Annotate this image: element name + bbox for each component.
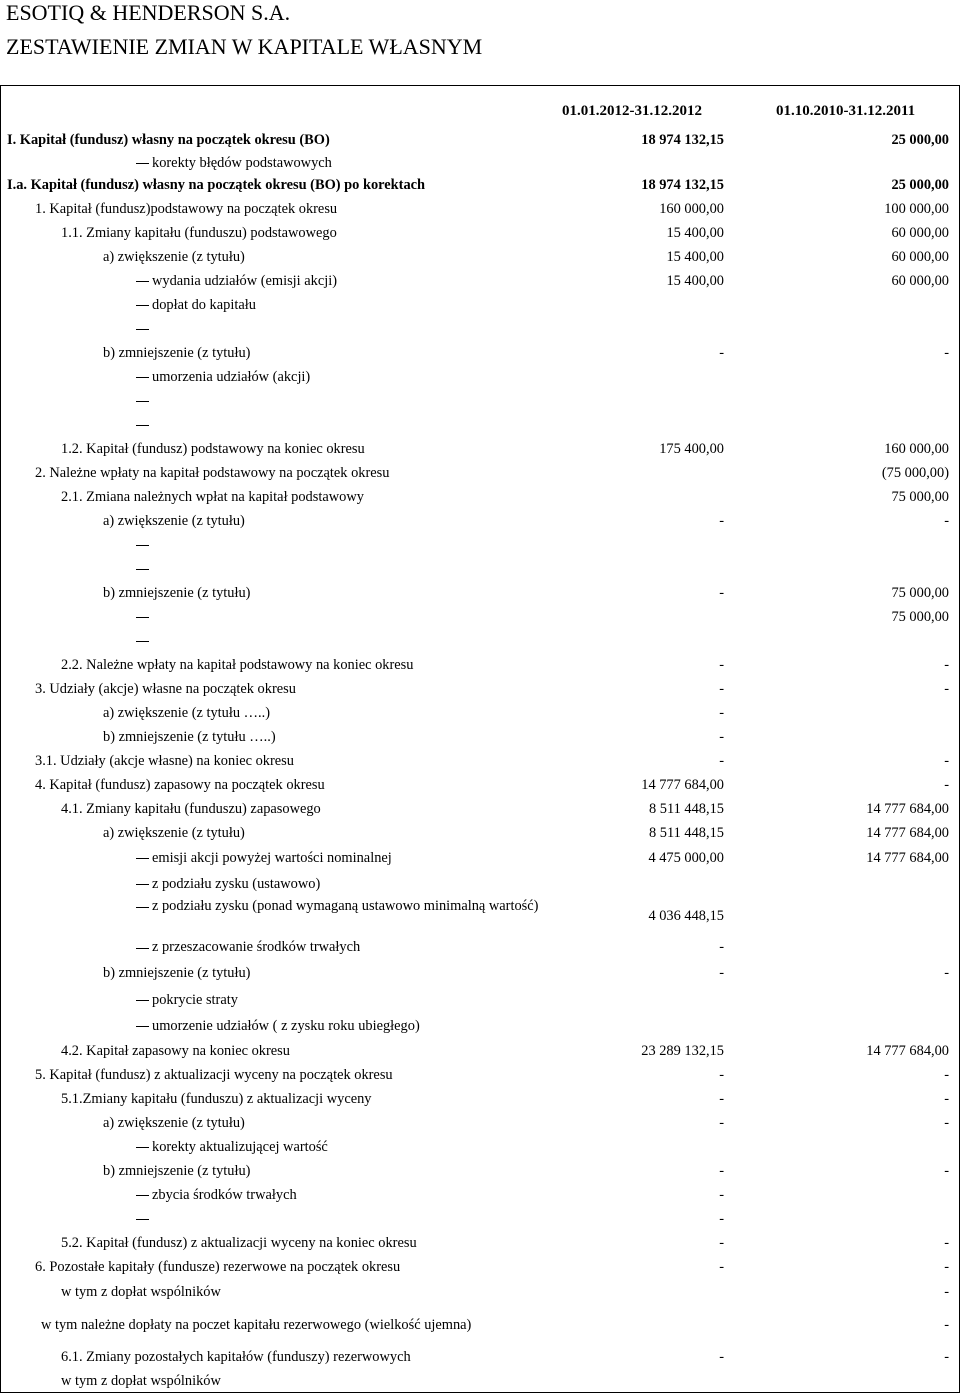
value-current-period: 15 400,00 [666, 249, 724, 265]
page-title: ZESTAWIENIE ZMIAN W KAPITALE WŁASNYM [6, 34, 483, 59]
value-current-period: - [719, 705, 724, 721]
table-row [0, 174, 960, 197]
value-previous-period: 60 000,00 [891, 273, 949, 289]
value-current-period: 14 777 684,00 [641, 777, 724, 793]
value-current-period: - [719, 345, 724, 361]
row-label: b) zmniejszenie (z tytułu) [103, 1163, 251, 1179]
value-previous-period: - [944, 1259, 949, 1275]
value-current-period: - [719, 1259, 724, 1275]
row-label: umorzenie udziałów ( z zysku roku ubiegłego) [152, 1018, 420, 1034]
list-dash-mark [136, 1000, 149, 1001]
value-current-period: - [719, 585, 724, 601]
value-current-period: 8 511 448,15 [648, 801, 724, 817]
value-current-period: - [719, 965, 724, 981]
row-label: b) zmniejszenie (z tytułu …..) [103, 729, 276, 745]
row-label: 2. Należne wpłaty na kapitał podstawowy na początek okresu [35, 465, 390, 481]
row-label: b) zmniejszenie (z tytułu) [103, 965, 251, 981]
value-current-period: 8 511 448,15 [648, 825, 724, 841]
table-row [0, 317, 960, 341]
equity-changes-table [0, 85, 960, 1393]
table-row [0, 557, 960, 581]
value-previous-period: - [944, 681, 949, 697]
value-current-period: - [719, 1163, 724, 1179]
row-label: korekty błędów podstawowych [152, 155, 332, 171]
table-row [0, 935, 960, 960]
row-label: z podziału zysku (ponad wymaganą ustawowo minimalną wartość) [152, 898, 539, 914]
company-name: ESOTIQ & HENDERSON S.A. [6, 0, 291, 25]
list-dash-mark [136, 884, 149, 885]
value-previous-period: - [944, 753, 949, 769]
table-row [0, 581, 960, 605]
value-previous-period: - [944, 777, 949, 793]
table-row [0, 1039, 960, 1063]
table-row [0, 1183, 960, 1207]
row-label: umorzenia udziałów (akcji) [152, 369, 311, 385]
row-label: 4. Kapitał (fundusz) zapasowy na początek okresu [35, 777, 325, 793]
value-current-period: - [719, 1187, 724, 1203]
table-row [0, 629, 960, 653]
period-current: 01.01.2012-31.12.2012 [562, 103, 702, 119]
row-label: w tym z dopłat wspólników [61, 1373, 221, 1389]
table-row [0, 605, 960, 629]
table-row [0, 269, 960, 293]
list-dash-mark [136, 329, 149, 330]
list-dash-mark [136, 1026, 149, 1027]
value-previous-period: - [944, 345, 949, 361]
value-current-period: 15 400,00 [666, 225, 724, 241]
period-header-row [0, 85, 960, 129]
value-previous-period: 25 000,00 [891, 132, 949, 148]
table-row [0, 749, 960, 773]
table-row [0, 1231, 960, 1255]
table-row [0, 871, 960, 897]
value-previous-period: 75 000,00 [891, 609, 949, 625]
row-label: 6. Pozostałe kapitały (fundusze) rezerwowe na początek okresu [35, 1259, 401, 1275]
row-label: I. Kapitał (fundusz) własny na początek okresu (BO) [7, 132, 330, 148]
value-current-period: 23 289 132,15 [641, 1043, 724, 1059]
row-label: I.a. Kapitał (fundusz) własny na początek okresu (BO) po korektach [7, 177, 426, 193]
list-dash-mark [136, 425, 149, 426]
value-previous-period: 14 777 684,00 [866, 850, 949, 866]
table-row [0, 485, 960, 509]
table-row [0, 413, 960, 437]
table-row [0, 1345, 960, 1369]
value-current-period: - [719, 1349, 724, 1365]
table-row [0, 533, 960, 557]
row-label: 1. Kapitał (fundusz)podstawowy na początek okresu [35, 201, 338, 217]
list-dash-mark [136, 305, 149, 306]
value-previous-period: - [944, 1349, 949, 1365]
value-previous-period: - [944, 1115, 949, 1131]
table-row [0, 987, 960, 1013]
row-label: 5. Kapitał (fundusz) z aktualizacji wyceny na początek okresu [35, 1067, 393, 1083]
row-label: emisji akcji powyżej wartości nominalnej [152, 850, 392, 866]
table-row [0, 389, 960, 413]
table-row [0, 701, 960, 725]
value-previous-period: - [944, 1235, 949, 1251]
row-label: 1.1. Zmiany kapitału (funduszu) podstawowego [61, 225, 337, 241]
table-row [0, 341, 960, 365]
value-current-period: 18 974 132,15 [641, 132, 724, 148]
period-previous: 01.10.2010-31.12.2011 [776, 103, 916, 119]
row-label: 5.1.Zmiany kapitału (funduszu) z aktualizacji wyceny [61, 1091, 372, 1107]
table-row [0, 1063, 960, 1087]
list-dash-mark [136, 569, 149, 570]
list-dash-mark [136, 617, 149, 618]
table-row [0, 960, 960, 987]
table-row [0, 245, 960, 269]
table-row [0, 677, 960, 701]
table-row [0, 1207, 960, 1231]
row-label: zbycia środków trwałych [152, 1187, 297, 1203]
table-row [0, 1013, 960, 1039]
row-label: b) zmniejszenie (z tytułu) [103, 585, 251, 601]
list-dash-mark [136, 907, 149, 908]
value-current-period: 15 400,00 [666, 273, 724, 289]
table-row [0, 437, 960, 461]
table-row [0, 221, 960, 245]
value-current-period: - [719, 1115, 724, 1131]
row-label: a) zwiększenie (z tytułu) [103, 825, 245, 841]
row-label: w tym należne dopłaty na poczet kapitału rezerwowego (wielkość ujemna) [41, 1317, 472, 1333]
table-row [0, 1087, 960, 1111]
list-dash-mark [136, 281, 149, 282]
value-previous-period: - [944, 657, 949, 673]
value-current-period: - [719, 1211, 724, 1227]
list-dash-mark [136, 1219, 149, 1220]
row-label: 3.1. Udziały (akcje własne) na koniec okresu [35, 753, 294, 769]
value-previous-period: 25 000,00 [891, 177, 949, 193]
value-previous-period: (75 000,00) [881, 465, 949, 481]
row-label: dopłat do kapitału [152, 297, 256, 313]
row-label: 5.2. Kapitał (fundusz) z aktualizacji wyceny na koniec okresu [61, 1235, 417, 1251]
value-current-period: - [719, 729, 724, 745]
row-label: z podziału zysku (ustawowo) [152, 876, 321, 892]
value-previous-period: 100 000,00 [884, 201, 949, 217]
table-row [0, 845, 960, 871]
value-current-period: - [719, 1067, 724, 1083]
row-label: a) zwiększenie (z tytułu) [103, 513, 245, 529]
value-current-period: 4 036 448,15 [648, 908, 724, 924]
list-dash-mark [136, 545, 149, 546]
table-row [0, 365, 960, 389]
value-previous-period: 60 000,00 [891, 225, 949, 241]
table-row [0, 1369, 960, 1393]
row-label: a) zwiększenie (z tytułu …..) [103, 705, 271, 721]
value-previous-period: 14 777 684,00 [866, 1043, 949, 1059]
value-previous-period: 160 000,00 [884, 441, 949, 457]
value-previous-period: - [944, 1163, 949, 1179]
row-label: pokrycie straty [152, 992, 238, 1008]
row-label: 3. Udziały (akcje) własne na początek okresu [35, 681, 296, 697]
table-row [0, 653, 960, 677]
value-previous-period: 14 777 684,00 [866, 801, 949, 817]
value-previous-period: - [944, 1317, 949, 1333]
value-current-period: 160 000,00 [659, 201, 724, 217]
value-current-period: - [719, 513, 724, 529]
table-row [0, 1159, 960, 1183]
row-label: 1.2. Kapitał (fundusz) podstawowy na koniec okresu [61, 441, 365, 457]
value-current-period: - [719, 939, 724, 955]
row-label: a) zwiększenie (z tytułu) [103, 249, 245, 265]
table-row [0, 461, 960, 485]
list-dash-mark [136, 948, 149, 949]
value-previous-period: - [944, 1067, 949, 1083]
value-previous-period: 75 000,00 [891, 489, 949, 505]
row-label: 4.2. Kapitał zapasowy na koniec okresu [61, 1043, 290, 1059]
row-label: a) zwiększenie (z tytułu) [103, 1115, 245, 1131]
value-current-period: 175 400,00 [659, 441, 724, 457]
table-row [0, 773, 960, 797]
row-label: wydania udziałów (emisji akcji) [152, 273, 338, 289]
value-current-period: - [719, 753, 724, 769]
table-row [0, 821, 960, 845]
table-row [0, 509, 960, 533]
row-label: z przeszacowanie środków trwałych [152, 939, 361, 955]
table-row [0, 1305, 960, 1345]
value-previous-period: - [944, 965, 949, 981]
value-previous-period: - [944, 1091, 949, 1107]
table-row [0, 197, 960, 221]
value-previous-period: 60 000,00 [891, 249, 949, 265]
list-dash-mark [136, 641, 149, 642]
row-label: 2.1. Zmiana należnych wpłat na kapitał podstawowy [61, 489, 364, 505]
row-label: korekty aktualizującej wartość [152, 1139, 328, 1155]
value-current-period: - [719, 681, 724, 697]
value-current-period: - [719, 1091, 724, 1107]
value-previous-period: - [944, 1284, 949, 1300]
value-previous-period: 75 000,00 [891, 585, 949, 601]
row-label: 4.1. Zmiany kapitału (funduszu) zapasowego [61, 801, 321, 817]
value-previous-period: 14 777 684,00 [866, 825, 949, 841]
table-row [0, 797, 960, 821]
value-current-period: 18 974 132,15 [641, 177, 724, 193]
value-current-period: - [719, 657, 724, 673]
table-row [0, 1279, 960, 1305]
list-dash-mark [136, 401, 149, 402]
table-row [0, 725, 960, 749]
table-row [0, 1255, 960, 1279]
list-dash-mark [136, 377, 149, 378]
list-dash-mark [136, 858, 149, 859]
table-row [0, 293, 960, 317]
table-row [0, 129, 960, 152]
table-row [0, 897, 960, 935]
row-label: 2.2. Należne wpłaty na kapitał podstawowy na koniec okresu [61, 657, 414, 673]
row-label: w tym z dopłat wspólników [61, 1284, 221, 1300]
table-row [0, 152, 960, 174]
value-previous-period: - [944, 513, 949, 529]
value-current-period: - [719, 1235, 724, 1251]
list-dash-mark [136, 163, 149, 164]
row-label: b) zmniejszenie (z tytułu) [103, 345, 251, 361]
table-row [0, 1135, 960, 1159]
value-current-period: 4 475 000,00 [648, 850, 724, 866]
list-dash-mark [136, 1147, 149, 1148]
row-label: 6.1. Zmiany pozostałych kapitałów (funduszy) rezerwowych [61, 1349, 411, 1365]
table-row [0, 1111, 960, 1135]
list-dash-mark [136, 1195, 149, 1196]
